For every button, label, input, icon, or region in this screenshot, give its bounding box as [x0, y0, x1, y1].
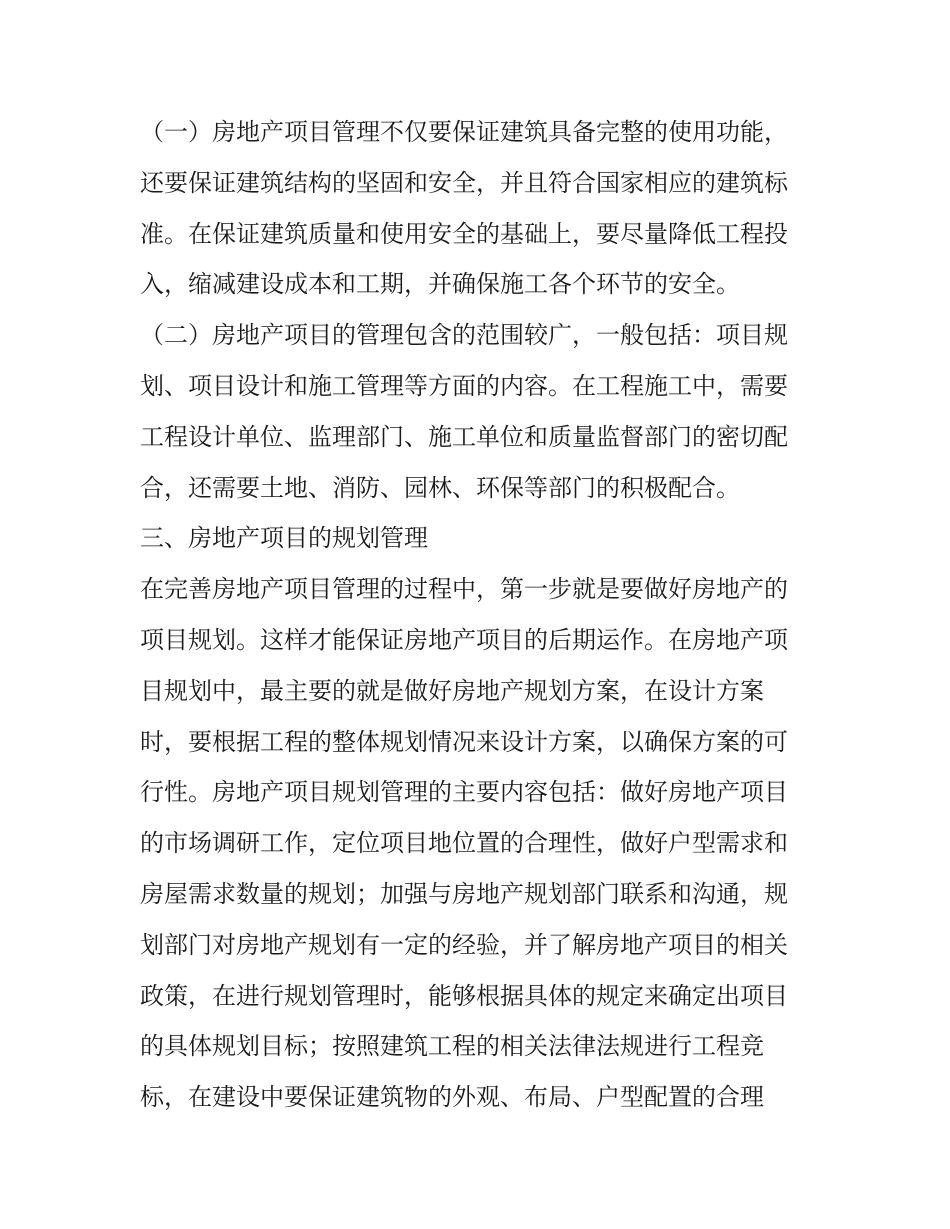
- text-line: 房屋需求数量的规划；加强与房地产规划部门联系和沟通，规: [140, 879, 788, 908]
- text-line: （一）房地产项目管理不仅要保证建筑具备完整的使用功能，: [140, 118, 788, 146]
- text-line: 准。在保证建筑质量和使用安全的基础上，要尽量降低工程投: [140, 219, 788, 248]
- text-line: 的具体规划目标；按照建筑工程的相关法律法规进行工程竞: [140, 1032, 764, 1061]
- document-body: [140, 107, 820, 1123]
- text-line: 项目规划。这样才能保证房地产项目的后期运作。在房地产项: [140, 625, 788, 654]
- text-line: 目规划中，最主要的就是做好房地产规划方案，在设计方案: [140, 676, 764, 705]
- section-heading: 三、房地产项目的规划管理: [140, 524, 428, 553]
- text-line: 行性。房地产项目规划管理的主要内容包括：做好房地产项目: [140, 778, 788, 807]
- text-line: 还要保证建筑结构的坚固和安全，并且符合国家相应的建筑标: [140, 168, 788, 197]
- text-line: 标，在建设中要保证建筑物的外观、布局、户型配置的合理: [140, 1083, 764, 1112]
- text-line: 政策，在进行规划管理时，能够根据具体的规定来确定出项目: [140, 981, 788, 1010]
- text-line: 划部门对房地产规划有一定的经验，并了解房地产项目的相关: [140, 930, 788, 959]
- text-line: 时，要根据工程的整体规划情况来设计方案，以确保方案的可: [140, 727, 788, 756]
- text-line: （二）房地产项目的管理包含的范围较广，一般包括：项目规: [140, 321, 788, 350]
- text-line: 工程设计单位、监理部门、施工单位和质量监督部门的密切配: [140, 422, 788, 451]
- text-line: 的市场调研工作，定位项目地位置的合理性，做好户型需求和: [140, 829, 788, 858]
- text-line: 入，缩减建设成本和工期，并确保施工各个环节的安全。: [140, 270, 740, 299]
- text-line: 在完善房地产项目管理的过程中，第一步就是要做好房地产的: [140, 575, 788, 604]
- text-line: 划、项目设计和施工管理等方面的内容。在工程施工中，需要: [140, 371, 788, 400]
- text-line: 合，还需要土地、消防、园林、环保等部门的积极配合。: [140, 473, 740, 502]
